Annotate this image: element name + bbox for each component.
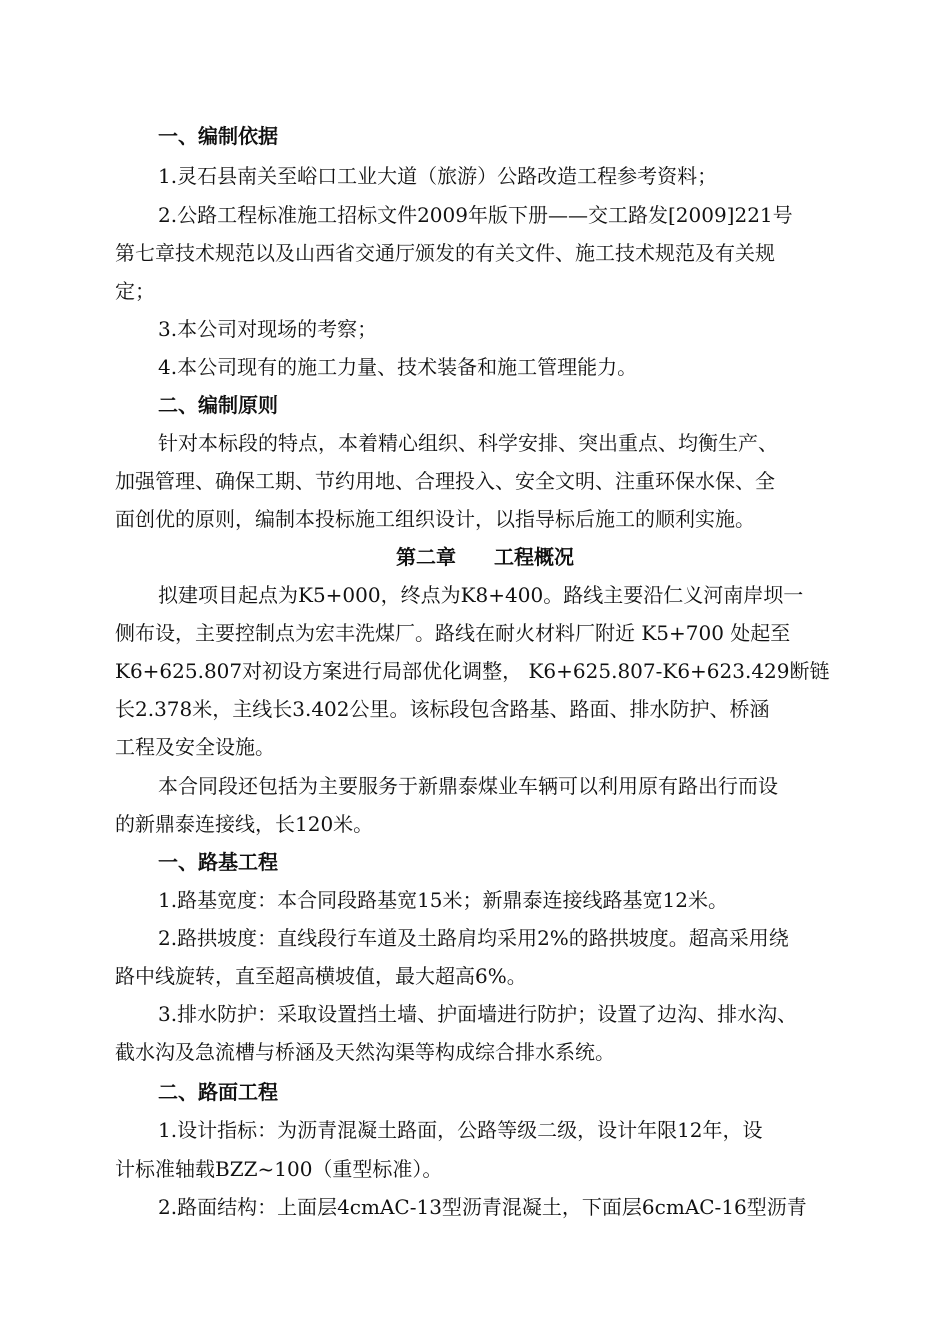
paragraph-line: 的新鼎泰连接线，长120米。 (115, 812, 374, 836)
paragraph-line: 3.本公司对现场的考察； (158, 317, 378, 341)
paragraph-line: 面创优的原则，编制本投标施工组织设计，以指导标后施工的顺利实施。 (115, 507, 755, 531)
paragraph-line: 3.排水防护：采取设置挡土墙、护面墙进行防护；设置了边沟、排水沟、 (158, 1002, 798, 1026)
section-heading-pavement: 二、路面工程 (158, 1080, 278, 1104)
chapter-title: 工程概况 (494, 545, 574, 569)
section-heading-basis: 一、编制依据 (158, 124, 278, 148)
paragraph-line: 加强管理、确保工期、节约用地、合理投入、安全文明、注重环保水保、全 (115, 469, 775, 493)
paragraph-line: 路中线旋转，直至超高横坡值，最大超高6%。 (115, 964, 527, 988)
paragraph-line: 2.路面结构：上面层4cmAC-13型沥青混凝土，下面层6cmAC-16型沥青 (158, 1195, 807, 1219)
paragraph-line: 针对本标段的特点，本着精心组织、科学安排、突出重点、均衡生产、 (158, 431, 778, 455)
paragraph-line: 2.路拱坡度：直线段行车道及土路肩均采用2%的路拱坡度。超高采用绕 (158, 926, 789, 950)
paragraph-line: 拟建项目起点为K5+000，终点为K8+400。路线主要沿仁义河南岸坝一 (158, 583, 804, 607)
paragraph-line: 1.灵石县南关至峪口工业大道（旅游）公路改造工程参考资料； (158, 164, 718, 188)
paragraph-line: K6+625.807对初设方案进行局部优化调整， K6+625.807-K6+623.429断链 (115, 659, 830, 683)
paragraph-line: 4.本公司现有的施工力量、技术装备和施工管理能力。 (158, 355, 638, 379)
paragraph-line: 2.公路工程标准施工招标文件2009年版下册——交工路发[2009]221号 (158, 203, 793, 227)
paragraph-line: 1.路基宽度：本合同段路基宽15米；新鼎泰连接线路基宽12米。 (158, 888, 728, 912)
chapter-number: 第二章 (396, 545, 456, 569)
chapter-heading (115, 538, 855, 576)
paragraph-line: 侧布设，主要控制点为宏丰洗煤厂。路线在耐火材料厂附近 K5+700 处起至 (115, 621, 791, 645)
paragraph-line: 第七章技术规范以及山西省交通厅颁发的有关文件、施工技术规范及有关规 (115, 241, 775, 265)
paragraph-line: 本合同段还包括为主要服务于新鼎泰煤业车辆可以利用原有路出行而设 (158, 774, 778, 798)
section-heading-principle: 二、编制原则 (158, 393, 278, 417)
paragraph-line: 截水沟及急流槽与桥涵及天然沟渠等构成综合排水系统。 (115, 1040, 615, 1064)
paragraph-line: 定； (115, 279, 155, 303)
paragraph-line: 计标准轴载BZZ~100（重型标准）。 (115, 1157, 443, 1181)
paragraph-line: 长2.378米，主线长3.402公里。该标段包含路基、路面、排水防护、桥涵 (115, 697, 770, 721)
paragraph-line: 1.设计指标：为沥青混凝土路面，公路等级二级，设计年限12年，设 (158, 1118, 763, 1142)
paragraph-line: 工程及安全设施。 (115, 735, 275, 759)
section-heading-subgrade: 一、路基工程 (158, 850, 278, 874)
